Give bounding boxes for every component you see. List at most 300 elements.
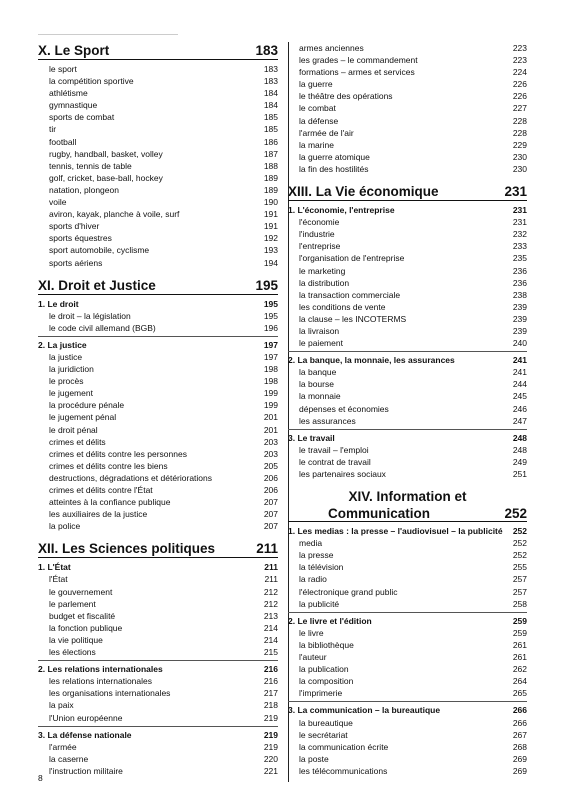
toc-entry xyxy=(38,622,278,634)
toc-entry xyxy=(38,520,278,532)
entry-page: 259 xyxy=(512,627,527,638)
entry-label: destructions, dégradations et détériorations xyxy=(49,472,213,483)
section-title: 1. L'État xyxy=(38,562,71,573)
chapter-page: 231 xyxy=(504,184,527,200)
toc-entry xyxy=(38,136,278,148)
toc-entry xyxy=(38,472,278,484)
entry-page: 220 xyxy=(263,753,278,764)
entry-page: 183 xyxy=(263,76,278,87)
section-heading xyxy=(38,336,278,351)
toc-entry xyxy=(288,163,527,175)
toc-entry xyxy=(288,54,527,66)
toc-entry xyxy=(38,424,278,436)
entry-page: 261 xyxy=(512,639,527,650)
entry-page: 269 xyxy=(512,765,527,776)
entry-page: 214 xyxy=(263,622,278,633)
entry-page: 198 xyxy=(263,364,278,375)
entry-page: 265 xyxy=(512,688,527,699)
entry-page: 207 xyxy=(263,497,278,508)
toc-entry xyxy=(38,610,278,622)
toc-entry xyxy=(288,325,527,337)
section-page: 259 xyxy=(512,615,527,626)
entry-label: rugby, handball, basket, volley xyxy=(49,148,163,159)
entry-page: 221 xyxy=(263,765,278,776)
section-heading xyxy=(38,561,278,573)
toc-entry xyxy=(38,351,278,363)
entry-page: 188 xyxy=(263,160,278,171)
entry-page: 244 xyxy=(512,379,527,390)
chapter-title-line1: XIV. Information et xyxy=(348,489,467,505)
section-page: 252 xyxy=(512,526,527,537)
entry-label: l'entreprise xyxy=(299,241,341,252)
section-heading xyxy=(38,726,278,741)
entry-label: la justice xyxy=(49,351,83,362)
entry-label: l'instruction militaire xyxy=(49,765,123,776)
entry-label: formations – armes et services xyxy=(299,67,415,78)
section-heading xyxy=(288,525,527,537)
toc-entry xyxy=(288,537,527,549)
entry-page: 258 xyxy=(512,598,527,609)
section-page: 241 xyxy=(512,355,527,366)
entry-label: le droit – la législation xyxy=(49,310,131,321)
entry-label: les partenaires sociaux xyxy=(299,469,386,479)
entry-label: atteintes à la confiance publique xyxy=(49,497,171,508)
entry-label: le parlement xyxy=(49,598,96,609)
section-heading xyxy=(38,660,278,675)
entry-page: 239 xyxy=(512,301,527,312)
entry-page: 214 xyxy=(263,634,278,645)
toc-entry xyxy=(288,717,527,729)
entry-label: la défense xyxy=(299,115,339,126)
toc-entry xyxy=(288,252,527,264)
entry-page: 224 xyxy=(512,67,527,78)
toc-column-right xyxy=(288,42,527,777)
chapter-heading xyxy=(38,42,278,60)
toc-entry xyxy=(38,172,278,184)
entry-label: le paiement xyxy=(299,338,343,349)
entry-page: 227 xyxy=(512,103,527,114)
toc-entry xyxy=(38,208,278,220)
toc-entry xyxy=(38,111,278,123)
entry-page: 203 xyxy=(263,448,278,459)
entry-label: la livraison xyxy=(299,325,340,336)
toc-entry xyxy=(288,561,527,573)
toc-entry xyxy=(288,102,527,114)
section-page: 248 xyxy=(512,432,527,443)
entry-label: la télévision xyxy=(299,562,344,573)
entry-page: 207 xyxy=(263,521,278,532)
toc-entry xyxy=(288,651,527,663)
entry-label: le secrétariat xyxy=(299,729,348,740)
entry-label: la distribution xyxy=(299,277,350,288)
entry-page: 223 xyxy=(512,55,527,66)
entry-label: les assurances xyxy=(299,415,356,426)
section-title: 3. La communication – la bureautique xyxy=(288,705,441,716)
toc-entry xyxy=(38,687,278,699)
toc-entry xyxy=(288,675,527,687)
toc-entry xyxy=(38,411,278,423)
entry-label: le livre xyxy=(299,627,324,638)
entry-label: le combat xyxy=(299,103,336,114)
entry-label: la vie politique xyxy=(49,634,103,645)
entry-label: la bibliothèque xyxy=(299,639,354,650)
toc-entry xyxy=(38,387,278,399)
entry-page: 251 xyxy=(512,469,527,479)
entry-label: la radio xyxy=(299,574,327,585)
entry-page: 199 xyxy=(263,388,278,399)
entry-page: 191 xyxy=(263,209,278,220)
toc-entry xyxy=(288,277,527,289)
entry-label: la communication écrite xyxy=(299,741,389,752)
entry-label: la fonction publique xyxy=(49,622,123,633)
entry-label: les organisations internationales xyxy=(49,688,171,699)
toc-entry xyxy=(38,87,278,99)
chapter-heading xyxy=(38,277,278,295)
entry-page: 239 xyxy=(512,325,527,336)
toc-entry xyxy=(38,123,278,135)
entry-label: le travail – l'emploi xyxy=(299,444,369,455)
entry-page: 236 xyxy=(512,277,527,288)
toc-entry xyxy=(288,139,527,151)
toc-entry xyxy=(288,468,527,480)
entry-page: 212 xyxy=(263,598,278,609)
entry-label: sports de combat xyxy=(49,112,115,123)
section-title: 2. La justice xyxy=(38,339,87,350)
entry-label: le contrat de travail xyxy=(299,456,371,467)
entry-page: 196 xyxy=(263,322,278,333)
entry-label: l'imprimerie xyxy=(299,688,343,699)
toc-entry xyxy=(288,765,527,777)
entry-label: dépenses et économies xyxy=(299,403,389,414)
toc-entry xyxy=(38,322,278,334)
entry-page: 217 xyxy=(263,688,278,699)
section-page: 197 xyxy=(263,339,278,350)
toc-entry xyxy=(288,90,527,102)
entry-label: le marketing xyxy=(299,265,346,276)
entry-label: crimes et délits contre l'État xyxy=(49,485,153,495)
toc-entry xyxy=(38,586,278,598)
entry-label: la guerre atomique xyxy=(299,151,370,162)
toc-entry xyxy=(288,753,527,765)
toc-column-left xyxy=(38,42,278,777)
entry-label: crimes et délits xyxy=(49,436,106,447)
entry-label: la bourse xyxy=(299,379,334,390)
entry-page: 219 xyxy=(263,712,278,723)
toc-entry xyxy=(38,712,278,724)
section-title: 2. Le livre et l'édition xyxy=(288,615,372,626)
entry-page: 216 xyxy=(263,676,278,687)
entry-page: 192 xyxy=(263,233,278,244)
entry-page: 226 xyxy=(512,79,527,90)
entry-label: media xyxy=(299,538,323,549)
entry-page: 252 xyxy=(512,550,527,561)
entry-page: 226 xyxy=(512,91,527,102)
toc-entry xyxy=(288,42,527,54)
toc-entry xyxy=(38,460,278,472)
toc-entry xyxy=(288,216,527,228)
entry-page: 191 xyxy=(263,221,278,232)
toc-entry xyxy=(288,228,527,240)
entry-page: 268 xyxy=(512,741,527,752)
toc-entry xyxy=(288,265,527,277)
toc-entry xyxy=(38,63,278,75)
entry-label: la monnaie xyxy=(299,391,341,402)
entry-label: l'auteur xyxy=(299,652,327,663)
entry-page: 201 xyxy=(263,412,278,423)
entry-label: la poste xyxy=(299,753,329,764)
toc-entry xyxy=(38,765,278,777)
chapter-page: 183 xyxy=(255,43,278,58)
entry-page: 247 xyxy=(512,415,527,426)
entry-page: 206 xyxy=(263,472,278,483)
toc-entry xyxy=(38,753,278,765)
entry-page: 189 xyxy=(263,184,278,195)
toc-entry xyxy=(288,78,527,90)
toc-entry xyxy=(38,399,278,411)
entry-page: 249 xyxy=(512,456,527,467)
entry-label: l'armée de l'air xyxy=(299,127,354,138)
entry-page: 239 xyxy=(512,313,527,324)
entry-label: la presse xyxy=(299,550,334,561)
chapter-title-line2: Communication xyxy=(328,506,431,522)
entry-page: 190 xyxy=(263,197,278,208)
entry-label: voile xyxy=(49,197,67,208)
header-rule xyxy=(38,34,178,35)
entry-label: le jugement xyxy=(49,388,93,399)
entry-label: crimes et délits contre les biens xyxy=(49,460,168,471)
entry-page: 252 xyxy=(512,538,527,549)
entry-label: golf, cricket, base-ball, hockey xyxy=(49,172,163,183)
chapter-page: 252 xyxy=(504,506,527,522)
toc-entry xyxy=(288,66,527,78)
entry-label: la banque xyxy=(299,367,337,378)
toc-entry xyxy=(288,378,527,390)
entry-label: le théâtre des opérations xyxy=(299,91,393,102)
entry-label: la transaction commerciale xyxy=(299,289,401,300)
toc-entry xyxy=(38,484,278,496)
toc-entry xyxy=(38,184,278,196)
entry-page: 219 xyxy=(263,741,278,752)
toc-entry xyxy=(288,240,527,252)
entry-page: 246 xyxy=(512,403,527,414)
section-page: 216 xyxy=(263,664,278,675)
entry-label: la composition xyxy=(299,676,354,687)
section-page: 231 xyxy=(512,205,527,216)
toc-entry xyxy=(38,646,278,658)
toc-entry xyxy=(288,687,527,699)
entry-page: 240 xyxy=(512,338,527,349)
toc-entry xyxy=(288,313,527,325)
entry-label: tir xyxy=(49,124,57,135)
toc-entry xyxy=(288,366,527,378)
entry-page: 262 xyxy=(512,664,527,675)
toc-entry xyxy=(288,598,527,610)
toc-entry xyxy=(288,663,527,675)
chapter-heading xyxy=(288,183,527,201)
entry-label: aviron, kayak, planche à voile, surf xyxy=(49,209,180,220)
entry-label: la juridiction xyxy=(49,364,94,375)
entry-page: 205 xyxy=(263,460,278,471)
entry-label: l'industrie xyxy=(299,229,335,240)
entry-page: 236 xyxy=(512,265,527,276)
toc-entry xyxy=(38,244,278,256)
toc-entry xyxy=(38,448,278,460)
chapter-page: 195 xyxy=(255,277,278,293)
entry-label: le procès xyxy=(49,376,84,387)
entry-page: 257 xyxy=(512,586,527,597)
section-title: 1. L'économie, l'entreprise xyxy=(288,205,395,216)
entry-page: 193 xyxy=(263,245,278,256)
entry-page: 218 xyxy=(263,700,278,711)
entry-page: 198 xyxy=(263,376,278,387)
toc-entry xyxy=(288,729,527,741)
entry-label: budget et fiscalité xyxy=(49,610,116,621)
entry-page: 266 xyxy=(512,717,527,728)
entry-label: sports équestres xyxy=(49,233,112,244)
toc-entry xyxy=(288,415,527,427)
entry-label: l'État xyxy=(49,574,68,585)
entry-label: la procédure pénale xyxy=(49,400,125,411)
entry-page: 215 xyxy=(263,647,278,658)
entry-label: gymnastique xyxy=(49,100,98,111)
entry-page: 248 xyxy=(512,444,527,455)
entry-label: la compétition sportive xyxy=(49,76,134,87)
chapter-title: X. Le Sport xyxy=(38,43,110,58)
entry-page: 269 xyxy=(512,753,527,764)
entry-page: 184 xyxy=(263,88,278,99)
toc-entry xyxy=(38,573,278,585)
entry-label: la publication xyxy=(299,664,349,675)
entry-label: l'armée xyxy=(49,741,77,752)
toc-entry xyxy=(38,741,278,753)
entry-label: les grades – le commandement xyxy=(299,55,418,66)
toc-entry xyxy=(288,456,527,468)
entry-label: natation, plongeon xyxy=(49,184,119,195)
toc-entry xyxy=(38,675,278,687)
entry-page: 206 xyxy=(263,485,278,495)
entry-label: sports aériens xyxy=(49,257,103,268)
entry-label: les relations internationales xyxy=(49,676,153,687)
entry-page: 264 xyxy=(512,676,527,687)
toc-entry xyxy=(38,232,278,244)
entry-page: 185 xyxy=(263,112,278,123)
toc-entry xyxy=(288,301,527,313)
chapter-page: 211 xyxy=(256,541,278,557)
entry-label: les conditions de vente xyxy=(299,301,386,312)
section-title: 3. La défense nationale xyxy=(38,729,132,740)
toc-entry xyxy=(288,390,527,402)
entry-label: l'organisation de l'entreprise xyxy=(299,253,405,264)
entry-label: la publicité xyxy=(299,598,340,609)
section-heading xyxy=(288,612,527,627)
section-heading xyxy=(288,701,527,716)
entry-label: les auxiliaires de la justice xyxy=(49,509,148,520)
toc-entry xyxy=(38,310,278,322)
toc-entry xyxy=(288,586,527,598)
entry-page: 229 xyxy=(512,139,527,150)
toc-entry xyxy=(38,196,278,208)
entry-label: football xyxy=(49,136,77,147)
entry-label: la bureautique xyxy=(299,717,353,728)
entry-page: 201 xyxy=(263,424,278,435)
section-page: 195 xyxy=(263,298,278,309)
toc-entry xyxy=(38,508,278,520)
toc-entry xyxy=(288,289,527,301)
entry-page: 261 xyxy=(512,652,527,663)
entry-page: 267 xyxy=(512,729,527,740)
section-heading xyxy=(38,298,278,310)
section-heading xyxy=(288,351,527,366)
toc-entry xyxy=(38,160,278,172)
toc-entry xyxy=(288,337,527,349)
entry-label: le sport xyxy=(49,64,77,74)
entry-page: 186 xyxy=(263,136,278,147)
entry-page: 223 xyxy=(512,43,527,53)
toc-entry xyxy=(38,375,278,387)
entry-page: 183 xyxy=(263,64,278,74)
entry-page: 199 xyxy=(263,400,278,411)
toc-entry xyxy=(288,403,527,415)
entry-page: 241 xyxy=(512,367,527,378)
entry-page: 184 xyxy=(263,100,278,111)
entry-label: la caserne xyxy=(49,753,89,764)
section-title: 2. Les relations internationales xyxy=(38,664,163,675)
entry-page: 255 xyxy=(512,562,527,573)
section-page: 266 xyxy=(512,705,527,716)
toc-entry xyxy=(288,151,527,163)
chapter-title: XI. Droit et Justice xyxy=(38,277,156,293)
chapter-heading xyxy=(38,540,278,558)
entry-label: la paix xyxy=(49,700,74,711)
toc-entry xyxy=(288,115,527,127)
section-page: 211 xyxy=(264,562,278,573)
toc-entry xyxy=(38,148,278,160)
toc-entry xyxy=(288,444,527,456)
toc-entry xyxy=(288,127,527,139)
toc-entry xyxy=(288,639,527,651)
toc-entry xyxy=(38,634,278,646)
section-title: 1. Les medias : la presse – l'audiovisuel – la publicité xyxy=(288,526,503,537)
entry-label: le code civil allemand (BGB) xyxy=(49,322,156,333)
section-heading xyxy=(288,204,527,216)
entry-label: tennis, tennis de table xyxy=(49,160,132,171)
entry-page: 194 xyxy=(263,257,278,268)
entry-label: le gouvernement xyxy=(49,586,113,597)
entry-page: 233 xyxy=(512,241,527,252)
entry-label: la fin des hostilités xyxy=(299,163,369,174)
entry-page: 187 xyxy=(263,148,278,159)
entry-page: 189 xyxy=(263,172,278,183)
entry-label: armes anciennes xyxy=(299,43,364,53)
entry-page: 203 xyxy=(263,436,278,447)
entry-page: 228 xyxy=(512,115,527,126)
entry-label: crimes et délits contre les personnes xyxy=(49,448,187,459)
entry-page: 211 xyxy=(264,574,278,585)
entry-label: l'économie xyxy=(299,217,340,228)
entry-label: l'Union européenne xyxy=(49,712,123,723)
entry-page: 197 xyxy=(263,351,278,362)
chapter-title: XII. Les Sciences politiques xyxy=(38,541,216,557)
toc-entry xyxy=(288,627,527,639)
entry-page: 228 xyxy=(512,127,527,138)
entry-page: 245 xyxy=(512,391,527,402)
section-title: 1. Le droit xyxy=(38,298,79,309)
page-number: 8 xyxy=(38,773,43,783)
entry-page: 231 xyxy=(512,217,527,228)
entry-label: athlétisme xyxy=(49,88,88,99)
section-title: 3. Le travail xyxy=(288,432,335,443)
toc-entry xyxy=(288,741,527,753)
